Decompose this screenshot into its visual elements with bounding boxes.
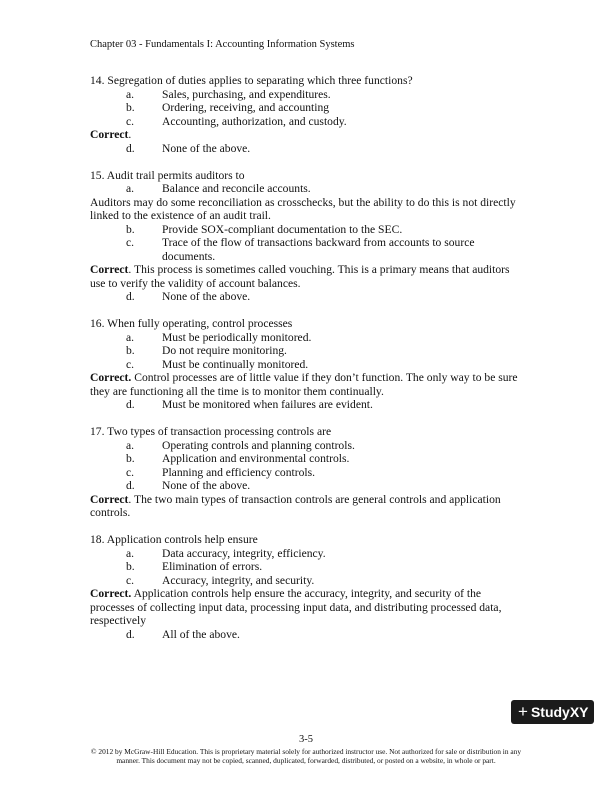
option-text: Must be continually monitored.	[162, 357, 309, 371]
question-17	[90, 425, 522, 520]
correct-label: Correct	[90, 263, 129, 276]
option-d	[90, 290, 522, 304]
option-a	[90, 331, 522, 345]
option-text: None of the above.	[162, 479, 251, 492]
correct-label: Correct	[90, 492, 129, 506]
page-footer	[90, 734, 522, 766]
correct-explanation	[90, 263, 522, 290]
option-text: Data accuracy, integrity, efficiency.	[162, 546, 326, 560]
option-text: None of the above.	[162, 290, 251, 303]
option-c	[90, 115, 522, 129]
option-b	[90, 452, 522, 466]
question-16	[90, 317, 522, 412]
option-text: Provide SOX-compliant documentation to the SEC.	[162, 222, 403, 236]
correct-explanation	[90, 493, 522, 520]
plus-icon: +	[518, 702, 528, 721]
option-letter: b.	[126, 222, 135, 236]
correct-explanation	[90, 587, 522, 628]
option-letter: a.	[126, 87, 135, 101]
chapter-header: Chapter 03 - Fundamentals I: Accounting Information Systems	[90, 39, 355, 50]
option-text: Trace of the flow of transactions backward from accounts to source documents.	[162, 236, 475, 263]
option-c	[90, 574, 522, 588]
option-letter: b.	[126, 101, 135, 114]
option-letter: c.	[126, 573, 135, 587]
correct-text: . The two main types of transaction controls are general controls and application controls.	[90, 492, 501, 519]
correct-text: . This process is sometimes called vouching. This is a primary means that auditors use to verify the validity of account balances.	[90, 263, 510, 290]
option-text: Planning and efficiency controls.	[162, 465, 316, 479]
option-letter: a.	[126, 546, 135, 560]
option-text: Balance and reconcile accounts.	[162, 182, 311, 195]
option-letter: a.	[126, 182, 135, 195]
option-letter: a.	[126, 330, 135, 344]
option-a	[90, 88, 522, 102]
correct-text: .	[128, 128, 132, 141]
option-text: Must be monitored when failures are evident.	[162, 398, 373, 411]
question-stem: 15. Audit trail permits auditors to	[90, 168, 245, 182]
question-18	[90, 533, 522, 641]
correct-label: Correct.	[90, 371, 132, 384]
question-stem: 14. Segregation of duties applies to separating which three functions?	[90, 74, 413, 87]
option-letter: d.	[126, 479, 135, 492]
option-note: Auditors may do some reconciliation as crosschecks, but the ability to do this is not directly linked to the existence of an audit trail.	[90, 195, 516, 222]
option-text: Sales, purchasing, and expenditures.	[162, 87, 331, 101]
option-b	[90, 223, 522, 237]
question-stem: 18. Application controls help ensure	[90, 533, 258, 546]
correct-text: Control processes are of little value if they don’t function. The only way to be sure they are functioning all the time is to monitor them continually.	[90, 371, 518, 398]
document-body	[90, 74, 522, 641]
option-text: Do not require monitoring.	[162, 344, 287, 357]
option-b	[90, 344, 522, 358]
correct-explanation	[90, 128, 522, 142]
option-a	[90, 439, 522, 453]
option-letter: b.	[126, 344, 135, 357]
option-letter: d.	[126, 398, 135, 411]
option-text: Operating controls and planning controls.	[162, 438, 355, 452]
option-letter: c.	[126, 114, 135, 128]
option-c	[90, 358, 522, 372]
option-letter: c.	[126, 236, 135, 249]
option-d	[90, 479, 522, 493]
option-text: Application and environmental controls.	[162, 452, 350, 465]
correct-label: Correct	[90, 128, 129, 141]
option-c	[90, 236, 522, 263]
option-text: None of the above.	[162, 141, 251, 155]
option-letter: d.	[126, 627, 135, 641]
question-14	[90, 74, 522, 155]
correct-text: Application controls help ensure the accuracy, integrity, and security of the processes of collecting input data, processing input data, and distributing processed data, respectively	[90, 587, 502, 627]
option-letter: b.	[126, 560, 135, 573]
option-letter: c.	[126, 465, 135, 479]
correct-explanation	[90, 371, 522, 398]
question-15	[90, 169, 522, 304]
option-letter: d.	[126, 290, 135, 303]
option-b	[90, 101, 522, 115]
option-text: Ordering, receiving, and accounting	[162, 101, 330, 114]
option-letter: c.	[126, 357, 135, 371]
option-d	[90, 628, 522, 642]
option-letter: a.	[126, 438, 135, 452]
option-letter: d.	[126, 141, 135, 155]
option-letter: b.	[126, 452, 135, 465]
option-b	[90, 560, 522, 574]
option-c	[90, 466, 522, 480]
option-a	[90, 547, 522, 561]
option-text: Accounting, authorization, and custody.	[162, 114, 347, 128]
option-text: Elimination of errors.	[162, 560, 263, 573]
correct-label: Correct.	[90, 587, 132, 600]
studyxy-badge[interactable]	[511, 700, 594, 724]
option-text: Must be periodically monitored.	[162, 330, 312, 344]
page-number: 3-5	[299, 734, 313, 745]
option-text: All of the above.	[162, 627, 240, 641]
badge-label: StudyXY	[530, 704, 589, 720]
option-a	[90, 182, 522, 196]
question-stem: 17. Two types of transaction processing controls are	[90, 425, 332, 438]
option-d	[90, 142, 522, 156]
option-d	[90, 398, 522, 412]
question-stem: 16. When fully operating, control processes	[90, 317, 293, 330]
option-text: Accuracy, integrity, and security.	[162, 573, 315, 587]
copyright-notice: © 2012 by McGraw-Hill Education. This is proprietary material solely for authorized instructor use. Not authorized for sale or distribution in any manner. This document may not be copied, scanned, duplicated, forwarded, distributed, or posted on a website, in whole or part.	[90, 747, 522, 766]
